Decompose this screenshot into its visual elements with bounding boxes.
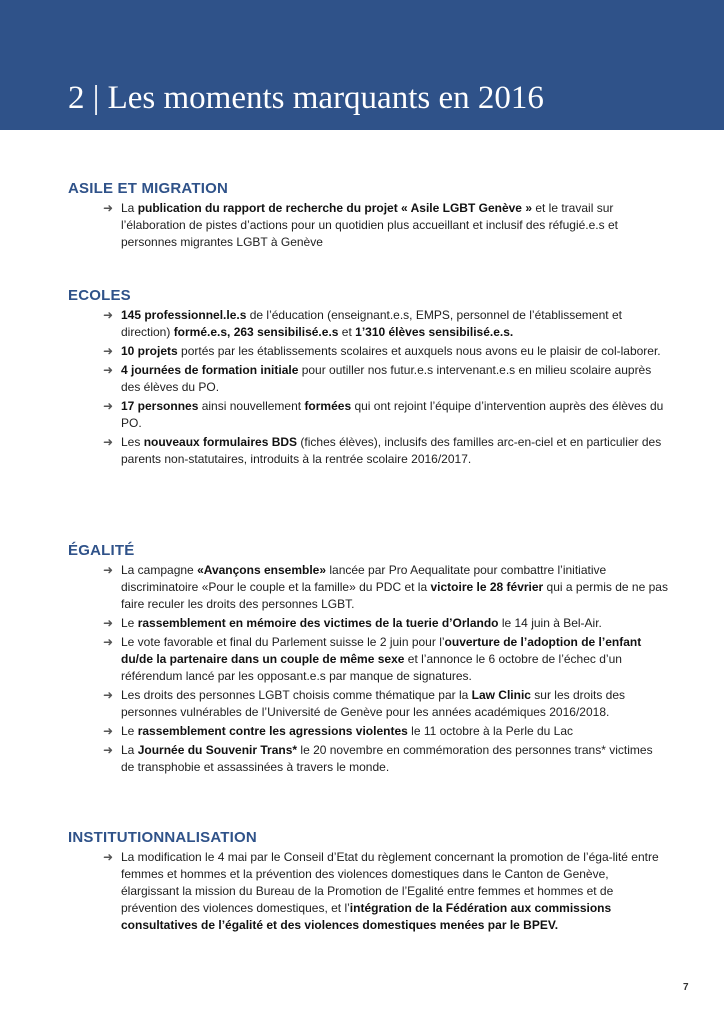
bold-text: formé.e.s, 263 sensibilisé.e.s	[173, 325, 339, 339]
body-text: et le travail sur l’élaboration de pistes d’actions pour un quotidien plus accueillant et inclusif des réfugié.e.s et personnes migrantes LGBT à Genève	[121, 201, 618, 249]
bold-text: 145 professionnel.le.s	[121, 308, 247, 322]
body-text: Le vote favorable et final du Parlement suisse le 2 juin pour l’	[121, 635, 445, 649]
list-item	[68, 562, 668, 613]
body-text: Les droits des personnes LGBT choisis comme thématique par la	[121, 688, 472, 702]
body-text: le 20 novembre en commémoration des personnes trans* victimes de transphobie et assassinées à travers le monde.	[121, 743, 653, 774]
arrow-right-icon: ➜	[103, 743, 114, 757]
list-item	[68, 615, 668, 632]
list-item	[68, 849, 668, 934]
bullet-list	[68, 200, 668, 251]
arrow-right-icon: ➜	[103, 850, 114, 864]
arrow-right-icon: ➜	[103, 635, 114, 649]
bold-text: 10 projets	[121, 344, 178, 358]
list-item	[68, 362, 668, 396]
bold-text: rassemblement en mémoire des victimes de la tuerie d’Orlando	[137, 616, 499, 630]
bold-text: formées	[304, 399, 352, 413]
section-asile-migration	[68, 180, 668, 251]
page-number: 7	[683, 982, 689, 993]
page-title: 2 | Les moments marquants en 2016	[68, 80, 544, 116]
arrow-right-icon: ➜	[103, 399, 114, 413]
arrow-right-icon: ➜	[103, 688, 114, 702]
body-text: (fiches élèves), inclusifs des familles arc-en-ciel et en particulier des parents non-statutaires, introduits à la rentrée scolaire 2016/2017.	[121, 435, 662, 466]
section-ecoles	[68, 287, 668, 468]
arrow-right-icon: ➜	[103, 435, 114, 449]
bold-text: publication du rapport de recherche du projet « Asile LGBT Genève »	[137, 201, 532, 215]
body-text: lancée par Pro Aequalitate pour combattre l’initiative discriminatoire «Pour le couple et la famille» du PDC et la	[121, 563, 607, 594]
body-text: et l’annonce le 6 octobre de l’échec d’un référendum lancé par les opposant.e.s par manque de signatures.	[121, 652, 622, 683]
bullet-list	[68, 307, 668, 468]
arrow-right-icon: ➜	[103, 724, 114, 738]
body-text: Le	[121, 616, 138, 630]
list-item	[68, 200, 668, 251]
list-item	[68, 434, 668, 468]
list-item	[68, 343, 668, 360]
bold-text: 4 journées de formation initiale	[121, 363, 299, 377]
bold-text: rassemblement contre les agressions violentes	[137, 724, 408, 738]
body-text: et	[338, 325, 356, 339]
body-text: ainsi nouvellement	[198, 399, 305, 413]
list-item	[68, 687, 668, 721]
bold-text: Journée du Souvenir Trans*	[137, 743, 298, 757]
section-institutionnalisation	[68, 829, 668, 934]
bullet-list	[68, 849, 668, 934]
bold-text: intégration de la Fédération aux commissions consultatives de l’égalité et des violences domestiques menées par le BPEV.	[121, 901, 612, 932]
body-text: La campagne	[121, 563, 198, 577]
bold-text: 1’310 élèves sensibilisé.e.s.	[355, 325, 514, 339]
body-text: qui a permis de ne pas faire reculer les droits des personnes LGBT.	[121, 580, 668, 611]
bold-text: victoire le 28 février	[430, 580, 544, 594]
bold-text: 17 personnes	[121, 399, 199, 413]
header-banner	[0, 0, 724, 130]
body-text: qui ont rejoint l’équipe d’intervention auprès des élèves du PO.	[121, 399, 664, 430]
body-text: le 14 juin à Bel-Air.	[498, 616, 602, 630]
section-egalite	[68, 542, 668, 776]
body-text: La	[121, 743, 138, 757]
arrow-right-icon: ➜	[103, 308, 114, 322]
bold-text: ouverture de l’adoption de l’enfant du/de la partenaire dans un couple de même sexe	[121, 635, 642, 666]
section-heading: INSTITUTIONNALISATION	[68, 829, 257, 846]
bold-text: Law Clinic	[471, 688, 531, 702]
arrow-right-icon: ➜	[103, 363, 114, 377]
arrow-right-icon: ➜	[103, 563, 114, 577]
body-text: Le	[121, 724, 138, 738]
section-heading: ASILE ET MIGRATION	[68, 180, 228, 197]
bold-text: nouveaux formulaires BDS	[143, 435, 298, 449]
arrow-right-icon: ➜	[103, 616, 114, 630]
body-text: pour outiller nos futur.e.s intervenant.e.s en milieu scolaire auprès des élèves du PO.	[121, 363, 652, 394]
body-text: de l’éducation (enseignant.e.s, EMPS, personnel de l’établissement et direction)	[121, 308, 622, 339]
list-item	[68, 307, 668, 341]
body-text: portés par les établissements scolaires et auxquels nous avons eu le plaisir de col-laborer.	[177, 344, 661, 358]
list-item	[68, 742, 668, 776]
body-text: sur les droits des personnes vulnérables de l’Université de Genève pour les années académiques 2016/2018.	[121, 688, 626, 719]
bullet-list	[68, 562, 668, 776]
section-heading: ÉGALITÉ	[68, 542, 135, 559]
body-text: Les	[121, 435, 144, 449]
body-text: La modification le 4 mai par le Conseil d’Etat du règlement concernant la promotion de l’éga-lité entre femmes et hommes et la prévention des violences domestiques dans le Canton de Genève, élargissant la mission du Bureau de la Promotion de l’Egalité entre femmes et hommes et de prévention des violences domestiques, et l’	[121, 850, 659, 915]
bold-text: «Avançons ensemble»	[197, 563, 327, 577]
arrow-right-icon: ➜	[103, 344, 114, 358]
arrow-right-icon: ➜	[103, 201, 114, 215]
body-text: le 11 octobre à la Perle du Lac	[407, 724, 574, 738]
body-text: La	[121, 201, 138, 215]
list-item	[68, 398, 668, 432]
list-item	[68, 723, 668, 740]
section-heading: ECOLES	[68, 287, 131, 304]
list-item	[68, 634, 668, 685]
